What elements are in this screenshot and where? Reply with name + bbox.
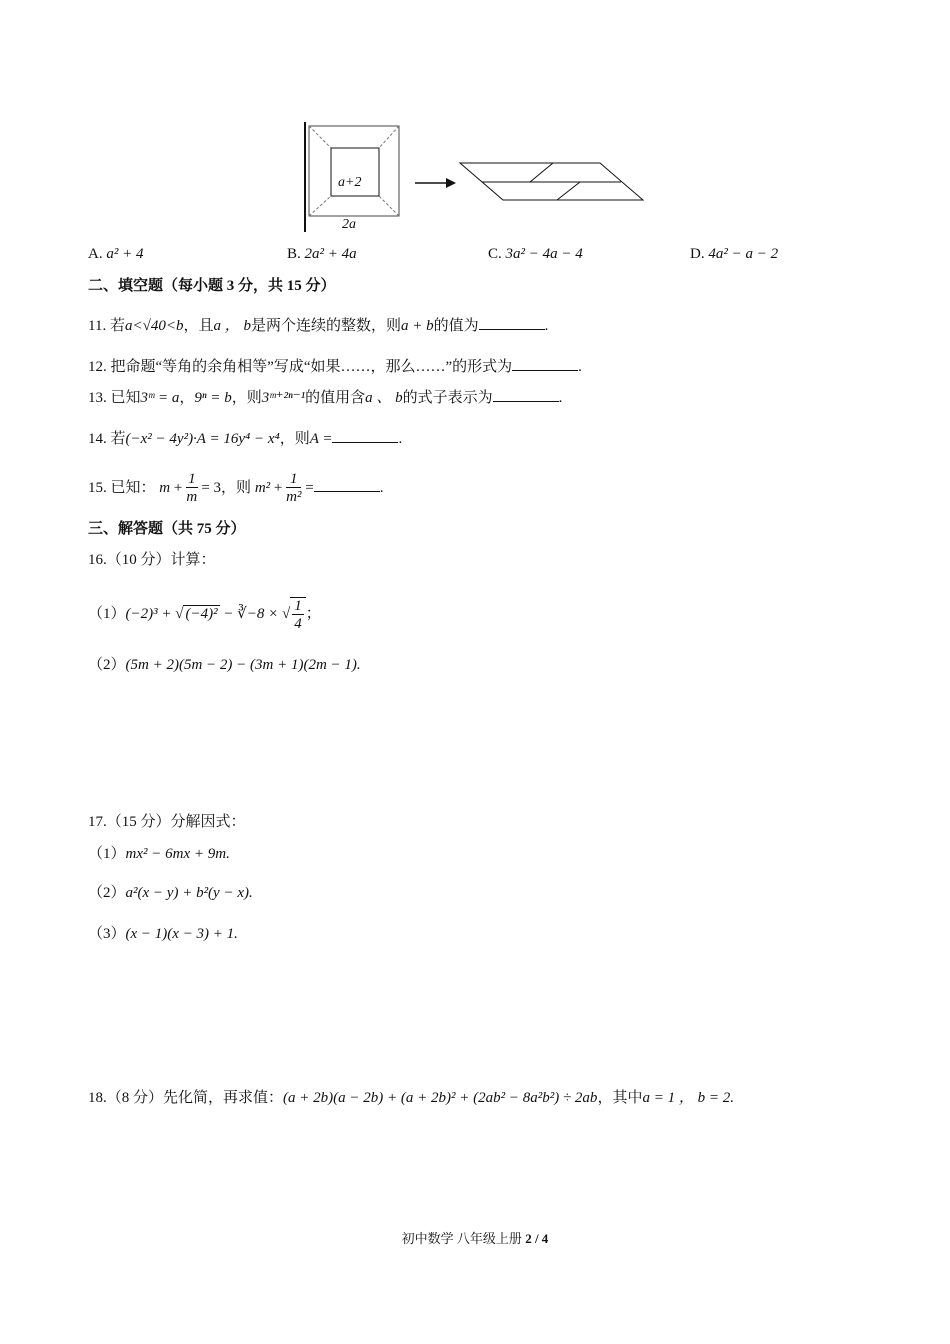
q18-mid: ，其中 <box>597 1090 643 1106</box>
option-b-expr: 2a² + 4a <box>304 246 357 262</box>
q15-num: 15. <box>88 480 107 496</box>
q11-prefix: 若 <box>109 318 125 334</box>
q11-vars: a ， b <box>213 318 251 334</box>
q18-header: 18.（8 分）先化简，再求值： <box>88 1090 284 1106</box>
option-d <box>690 246 778 263</box>
q11-num: 11. <box>88 318 107 334</box>
q16-part2 <box>88 655 361 675</box>
q17-part3 <box>88 924 238 944</box>
q15-frac1-den: m <box>186 489 198 506</box>
q15-frac2-den: m² <box>286 489 302 506</box>
page-footer <box>0 1228 950 1247</box>
q15-prefix: 已知： <box>110 480 156 496</box>
q16-part2-expr: (5m + 2)(5m − 2) − (3m + 1)(2m − 1). <box>125 657 361 673</box>
q18-cond: a = 1 ， b = 2. <box>642 1090 734 1106</box>
q17-part1 <box>88 844 230 864</box>
option-c-expr: 3a² − 4a − 4 <box>505 246 583 262</box>
q15-eq1: = 3 <box>201 480 222 496</box>
outer-square-label: 2a <box>342 217 356 232</box>
q13-end: 的式子表示为 <box>402 390 493 406</box>
option-a-expr: a² + 4 <box>106 246 144 262</box>
option-a-label: A. <box>88 246 103 262</box>
q15-m: m <box>159 480 171 496</box>
q13-prefix: 已知 <box>110 390 141 406</box>
question-12: 12. 把命题“等角的余角相等”写成“如果……，那么……”的形式为 . <box>88 359 582 375</box>
question-14: 14. 若(−x² − 4y²)·A = 16y⁴ − x⁴，则A = . <box>88 431 403 447</box>
q13-given1: 3ᵐ = a <box>140 390 180 406</box>
q14-prefix: 若 <box>110 431 126 447</box>
q15-fraction-1 <box>186 471 198 506</box>
question-11: 11. 若a<√40<b，且a ， b是两个连续的整数，则a + b的值为 . <box>88 318 549 334</box>
q13-suffix: 的值用含 <box>305 390 366 406</box>
q12-text: 12. 把命题“等角的余角相等”写成“如果……，那么……”的形式为 <box>88 359 513 375</box>
q11-blank <box>479 317 545 330</box>
q11-end: 的值为 <box>433 318 479 334</box>
inner-square-label: a+2 <box>338 175 362 190</box>
q18-expr: (a + 2b)(a − 2b) + (a + 2b)² + (2ab² − 8a²b²) ÷ 2ab <box>283 1090 598 1106</box>
q17-part3-label: （3） <box>88 926 126 942</box>
q13-vars: a 、 b <box>365 390 403 406</box>
q14-target: A = <box>309 431 333 447</box>
q17-part3-expr: (x − 1)(x − 3) + 1. <box>125 926 238 942</box>
q15-m2: m² <box>254 480 271 496</box>
q12-blank <box>512 358 578 371</box>
option-b-label: B. <box>287 246 301 262</box>
q16-part1-fraction <box>290 597 306 633</box>
q16-part1-sqrt: (−4)² <box>185 606 218 622</box>
q11-expr: a + b <box>401 318 434 334</box>
q16-header: 16.（10 分）计算： <box>88 552 216 568</box>
q13-mid: ，则 <box>231 390 262 406</box>
question-18 <box>88 1088 734 1108</box>
q17-part2 <box>88 883 253 903</box>
q13-sep: ， <box>179 390 195 406</box>
page-number: 2 / 4 <box>525 1231 549 1246</box>
q17-part2-expr: a²(x − y) + b²(y − x). <box>125 885 253 901</box>
q14-eq: (−x² − 4y²)·A = 16y⁴ − x⁴ <box>125 431 280 447</box>
q13-given2: 9ⁿ = b <box>194 390 232 406</box>
option-d-expr: 4a² − a − 2 <box>708 246 779 262</box>
q14-mid: ，则 <box>279 431 310 447</box>
section-3-title: 三、解答题（共 75 分） <box>88 521 246 537</box>
q14-blank <box>332 430 398 443</box>
geometry-figure <box>0 0 950 240</box>
question-15: 15. 已知： m + $\frac{1}{m}$ = 3，则 m² + $\frac{1}{\text{m²}}$ = . <box>88 471 384 506</box>
q17-part2-label: （2） <box>88 885 126 901</box>
q13-num: 13. <box>88 390 107 406</box>
q16-part1: （1）(−2)³ + √ (−4)² − ∛−8 × √ $\frac{1}{4}$ ； <box>88 597 321 632</box>
q16-frac-num: 1 <box>294 597 302 614</box>
option-a <box>88 246 143 263</box>
q16-part1-end: ； <box>305 606 321 622</box>
q16-part1-label: （1） <box>88 606 126 622</box>
q14-num: 14. <box>88 431 107 447</box>
q15-eq2: = <box>305 480 314 496</box>
q15-frac1-num: 1 <box>188 471 196 488</box>
section-2-title: 二、填空题（每小题 3 分，共 15 分） <box>88 278 336 294</box>
q13-blank <box>493 389 559 402</box>
q15-frac2-num: 1 <box>286 471 301 488</box>
option-d-label: D. <box>690 246 705 262</box>
q11-ineq: a<√40<b <box>124 318 184 334</box>
footer-text: 初中数学 八年级上册 <box>401 1231 522 1246</box>
option-b <box>287 246 357 263</box>
q15-blank <box>314 479 380 492</box>
q11-mid: ，且 <box>183 318 214 334</box>
q11-suffix: 是两个连续的整数，则 <box>250 318 401 334</box>
q17-part1-label: （1） <box>88 846 126 862</box>
q16-frac-den: 4 <box>294 615 302 632</box>
option-c-label: C. <box>488 246 502 262</box>
q13-target: 3ᵐ⁺²ⁿ⁻¹ <box>261 390 306 406</box>
q16-part2-label: （2） <box>88 657 126 673</box>
option-c <box>488 246 583 263</box>
q16-part1-expr-a: (−2)³ + <box>125 606 176 622</box>
q16-part1-expr-b: − ∛−8 × <box>219 606 283 622</box>
q17-header: 17.（15 分）分解因式： <box>88 814 246 830</box>
q15-mid: ，则 <box>221 480 252 496</box>
q17-part1-expr: mx² − 6mx + 9m. <box>125 846 230 862</box>
q15-fraction-2 <box>286 471 301 506</box>
question-13: 13. 已知3ᵐ = a，9ⁿ = b，则3ᵐ⁺²ⁿ⁻¹的值用含a 、 b的式子表示为 . <box>88 390 563 406</box>
